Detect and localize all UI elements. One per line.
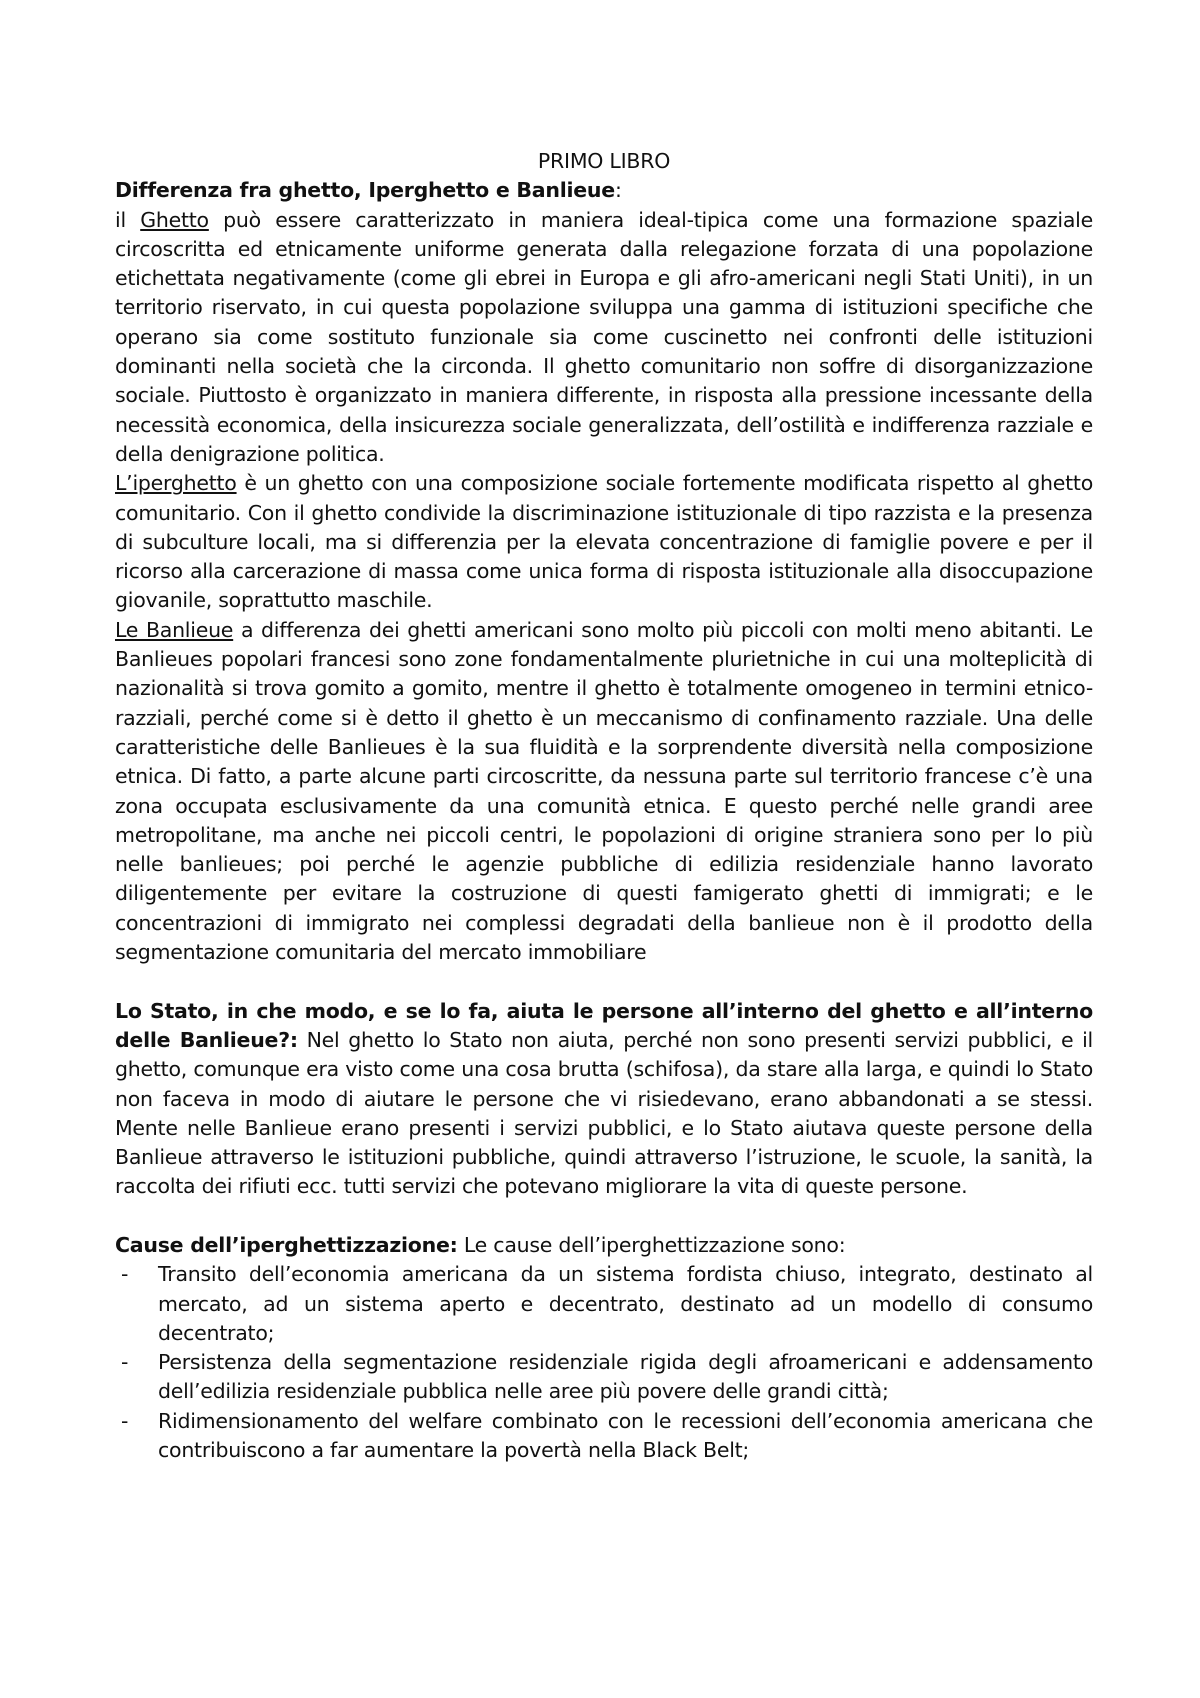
cause-paragraph — [115, 1231, 1093, 1260]
dash-bullet: - — [121, 1350, 129, 1375]
blank-line — [115, 967, 1093, 996]
ghetto-text: può essere caratterizzato in maniera ideal-tipica come una formazione spaziale circoscritta ed etnicamente uniforme generata dalla relegazione forzata di una popolazione etichettata negativamente (come gli ebrei in Europa e gli afro-americani negli Stati Uniti), in un territorio riservato, in cui questa popolazione sviluppa una gamma di istituzioni specifiche che operano sia come sostituto funzionale sia come cuscinetto nei confronti delle istituzioni dominanti nella società che la circonda. Il ghetto comunitario non soffre di disorganizzazione sociale. Piuttosto è organizzato in maniera differente, in risposta alla pressione incessante della necessità economica, della insicurezza sociale generalizzata, dell’ostilità e indifferenza razziale e della denigrazione politica. — [115, 207, 1093, 466]
cause-text: Le cause dell’iperghettizzazione sono: — [457, 1232, 846, 1257]
stato-paragraph — [115, 997, 1093, 1202]
list-item-text: Ridimensionamento del welfare combinato con le recessioni dell’economia americana che contribuiscono a far aumentare la povertà nella Black Belt; — [158, 1408, 1093, 1463]
banlieue-text: a differenza dei ghetti americani sono molto più piccoli con molti meno abitanti. Le Banlieues popolari francesi sono zone fondamentalmente plurietniche in cui una molteplicità di nazionalità si trova gomito a gomito, mentre il ghetto è totalmente omogeneo in termini etnico-razziali, perché come si è detto il ghetto è un meccanismo di confinamento razziale. Una delle caratteristiche delle Banlieues è la sua fluidità e la sorprendente diversità nella composizione etnica. Di fatto, a parte alcune parti circoscritte, da nessuna parte sul territorio francese c’è una zona occupata esclusivamente da una comunità etnica. E questo perché nelle grandi aree metropolitane, ma anche nei piccoli centri, le popolazioni di origine straniera sono per lo più nelle banlieues; poi perché le agenzie pubbliche di edilizia residenziale hanno lavorato diligentemente per evitare la costruzione di questi famigerato ghetti di immigrati; e le concentrazioni di immigrato nei complessi degradati della banlieue non è il prodotto della segmentazione comunitaria del mercato immobiliare — [115, 617, 1093, 965]
iperghetto-paragraph — [115, 469, 1093, 615]
list-item — [115, 1407, 1093, 1466]
stato-text: Nel ghetto lo Stato non aiuta, perché non sono presenti servizi pubblici, e il ghetto, comunque era visto come una cosa brutta (schifosa), da stare alla larga, e quindi lo Stato non faceva in modo di aiutare le persone che vi risiedevano, erano abbandonati a se stessi. Mente nelle Banlieue erano presenti i servizi pubblici, e lo Stato aiutava queste persone della Banlieue attraverso le istituzioni pubbliche, quindi attraverso l’istruzione, le scuole, la sanità, la raccolta dei rifiuti ecc. tutti servizi che potevano migliorare la vita di queste persone. — [115, 1027, 1093, 1199]
banlieue-paragraph — [115, 616, 1093, 968]
ghetto-paragraph — [115, 206, 1093, 470]
iperghetto-text: è un ghetto con una composizione sociale fortemente modificata rispetto al ghetto comunitario. Con il ghetto condivide la discriminazione istituzionale di tipo razzista e la presenza di subculture locali, ma si differenzia per la elevata concentrazione di famiglie povere e per il ricorso alla carcerazione di massa come unica forma di risposta istituzionale alla disoccupazione giovanile, soprattutto maschile. — [115, 471, 1093, 613]
ghetto-term: Ghetto — [140, 207, 209, 232]
list-item — [115, 1348, 1093, 1407]
document-page — [115, 147, 1093, 1465]
dash-bullet: - — [121, 1408, 129, 1433]
stato-heading: Lo Stato, in che modo, e se lo fa, aiuta le persone all’interno del ghetto e all’interno delle Banlieue?: — [115, 998, 1093, 1052]
list-item-text: Transito dell’economia americana da un sistema fordista chiuso, integrato, destinato al mercato, ad un sistema aperto e decentrato, destinato ad un modello di consumo decentrato; — [158, 1262, 1093, 1345]
section1-heading-line — [115, 176, 1093, 205]
blank-line — [115, 1202, 1093, 1231]
list-item-text: Persistenza della segmentazione residenziale rigida degli afroamericani e addensamento dell’edilizia residenziale pubblica nelle aree più povere delle grandi città; — [158, 1350, 1093, 1404]
page-title: PRIMO LIBRO — [537, 149, 671, 173]
banlieue-term: Le Banlieue — [115, 617, 234, 642]
cause-heading: Cause dell’iperghettizzazione: — [115, 1232, 458, 1257]
iperghetto-term: L’iperghetto — [115, 471, 237, 496]
cause-list — [115, 1260, 1093, 1465]
section1-heading-colon: : — [614, 178, 622, 203]
dash-bullet: - — [121, 1262, 129, 1287]
ghetto-prefix: il — [115, 207, 141, 232]
section1-heading: Differenza fra ghetto, Iperghetto e Banlieue — [115, 178, 615, 203]
list-item — [115, 1260, 1093, 1348]
